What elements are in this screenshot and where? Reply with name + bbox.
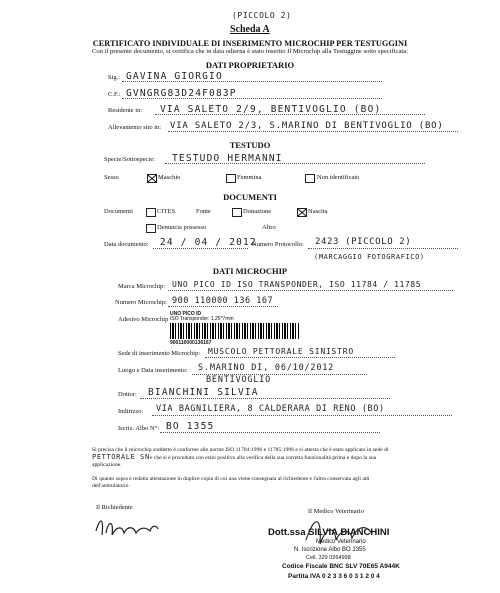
allevamento-value: VIA SALETO 2/3, S.MARINO DI BENTIVOGLIO (BO) [170,121,444,131]
medico-label: Il Medico Veterinario [308,508,364,515]
data-documento-value: 24 / 04 / 2012 [160,237,257,248]
numero-label: Numero Microchip: [115,299,167,306]
residente-label: Residente in: [108,107,143,114]
nascita-label: Nascita [308,208,328,215]
sesso-label: Sesso [104,174,119,181]
indirizzo-value: VIA BAGNILIERA, 8 CALDERARA DI RENO (BO) [156,404,385,414]
specie-value: TESTUDO HERMANNI [172,153,283,164]
precisa-line-2: e che si è proceduto con esito positivo alla verifica della sua corretta funzionalità prima e dopo la sua [150,455,377,461]
allevamento-label: Allevamento sito in: [108,124,162,131]
protocollo-note: (MARCAGGIO FOTOGRAFICO) [314,253,425,261]
sig-label: Sig.: [108,74,121,81]
cf-label: C.F.: [108,91,121,98]
stamp-role: Medico Veterinario [316,539,366,545]
marca-value: UNO PICO ID ISO TRANSPONDER, ISO 11784 / 11785 [172,280,422,289]
stamp-name: Dott.ssa SILVIA BIANCHINI [268,527,390,538]
sede-value: MUSCOLO PETTORALE SINISTRO [208,347,355,356]
protocollo-value: 2423 (PICCOLO 2) [315,237,412,247]
cites-label: CITES [157,208,176,215]
indirizzo-label: Indirizzo: [118,408,144,415]
stamp-iscrizione: N. Iscrizione Albo BO 1355 [294,547,366,553]
dottor-value: BIANCHINI SILVIA [148,387,259,398]
luogo-value: S.MARINO DI, 06/10/2012 [198,363,335,373]
microchip-sticker [170,311,305,345]
sticker-brand: UNO PICO ID [170,311,202,317]
cf-value: GVNGRG83D24F083P [126,88,237,99]
data-documento-label: Data documento: [104,241,149,248]
redatta-line-2: dell'ambulatorio. [92,483,130,489]
sex-non-identificato-checkbox[interactable] [305,174,315,183]
luogo-label: Luogo e Data inserimento: [118,367,188,374]
precisa-handwritten: PETTORALE SN [92,453,150,461]
richiedente-label: Il Richiedente [96,504,133,511]
fonte-label: Fonte [196,208,211,215]
medico-signature [300,510,380,558]
donazione-label: Donazione [243,208,272,215]
sticker-number: 900110000136167 [170,340,212,346]
adesivo-label: Adesivo Microchip [118,316,169,323]
sex-non-identificato-label: Non identificato [317,174,360,181]
sex-maschio-label: Maschio [158,174,181,181]
donazione-checkbox[interactable] [232,208,242,217]
section-testudo: TESTUDO [229,140,271,150]
sig-value: GAVINA GIORGIO [126,71,223,82]
denuncia-label: Denuncia possesso [157,224,207,231]
cites-checkbox[interactable] [146,208,156,217]
section-dati-microchip: DATI MICROCHIP [212,266,288,276]
scheda-label: Scheda A [230,24,270,35]
specie-label: Specie/Sottospecie: [104,156,155,163]
documenti-label: Documenti [104,208,133,215]
section-dati-proprietario: DATI PROPRIETARIO [205,60,295,70]
sede-label: Sede di inserimento Microchip: [118,350,201,357]
residente-value: VIA SALETO 2/9, BENTIVOGLIO (BO) [160,104,382,115]
marca-label: Marca Microchip: [118,283,166,290]
stamp-codice-fiscale: Codice Fiscale BNC SLV 70E65 A944K [282,563,400,570]
sticker-spec: ISO Transponder: 1.25*7mm [170,316,234,322]
iscriz-label: Iscriz. Albo N°: [118,425,160,432]
denuncia-checkbox[interactable] [146,224,156,233]
section-documenti: DOCUMENTI [223,192,277,202]
luogo-value-2: BENTIVOGLIO [206,375,272,385]
altro-label: Altro [262,224,276,231]
iscriz-value: BO 1355 [166,421,215,432]
numero-value: 900 110000 136 167 [172,296,274,306]
redatta-line-1: Di quanto sopra è redatta attestazione in duplice copia di cui una viene consegnata al richiedente e l'altra conservata agli atti [92,476,370,482]
richiedente-signature [92,513,162,541]
precisa-line-1: Si precisa che il microchip suddetto è conforme alle norme ISO 11784:1996 e 11785:1996 e si attesta che è stato applicato in sede di [92,447,389,453]
stamp-cell: Cell. 329 0264998 [306,555,351,561]
precisa-line-3: applicazione. [92,462,122,468]
protocollo-label: Numero Protocollo: [252,241,304,248]
document-subtitle: Con il presente documento, si certifica che in data odierna è stato inserito Il Microchip alla Testuggine sotto specificata: [92,48,408,55]
barcode-icon [170,323,300,339]
nascita-checkbox[interactable] [297,208,307,217]
document-title: CERTIFICATO INDIVIDUALE DI INSERIMENTO MICROCHIP PER TESTUGGINI [92,39,408,48]
stamp-partita-iva: Partita IVA 0 2 3 3 6 0 3 1 2 0 4 [288,573,380,580]
sex-femmina-checkbox[interactable] [226,174,236,183]
handwritten-note: (PICCOLO 2) [232,11,292,20]
sex-maschio-checkbox[interactable] [147,174,157,183]
dottor-label: Dottor: [118,391,137,398]
sex-femmina-label: Femmina [237,174,262,181]
